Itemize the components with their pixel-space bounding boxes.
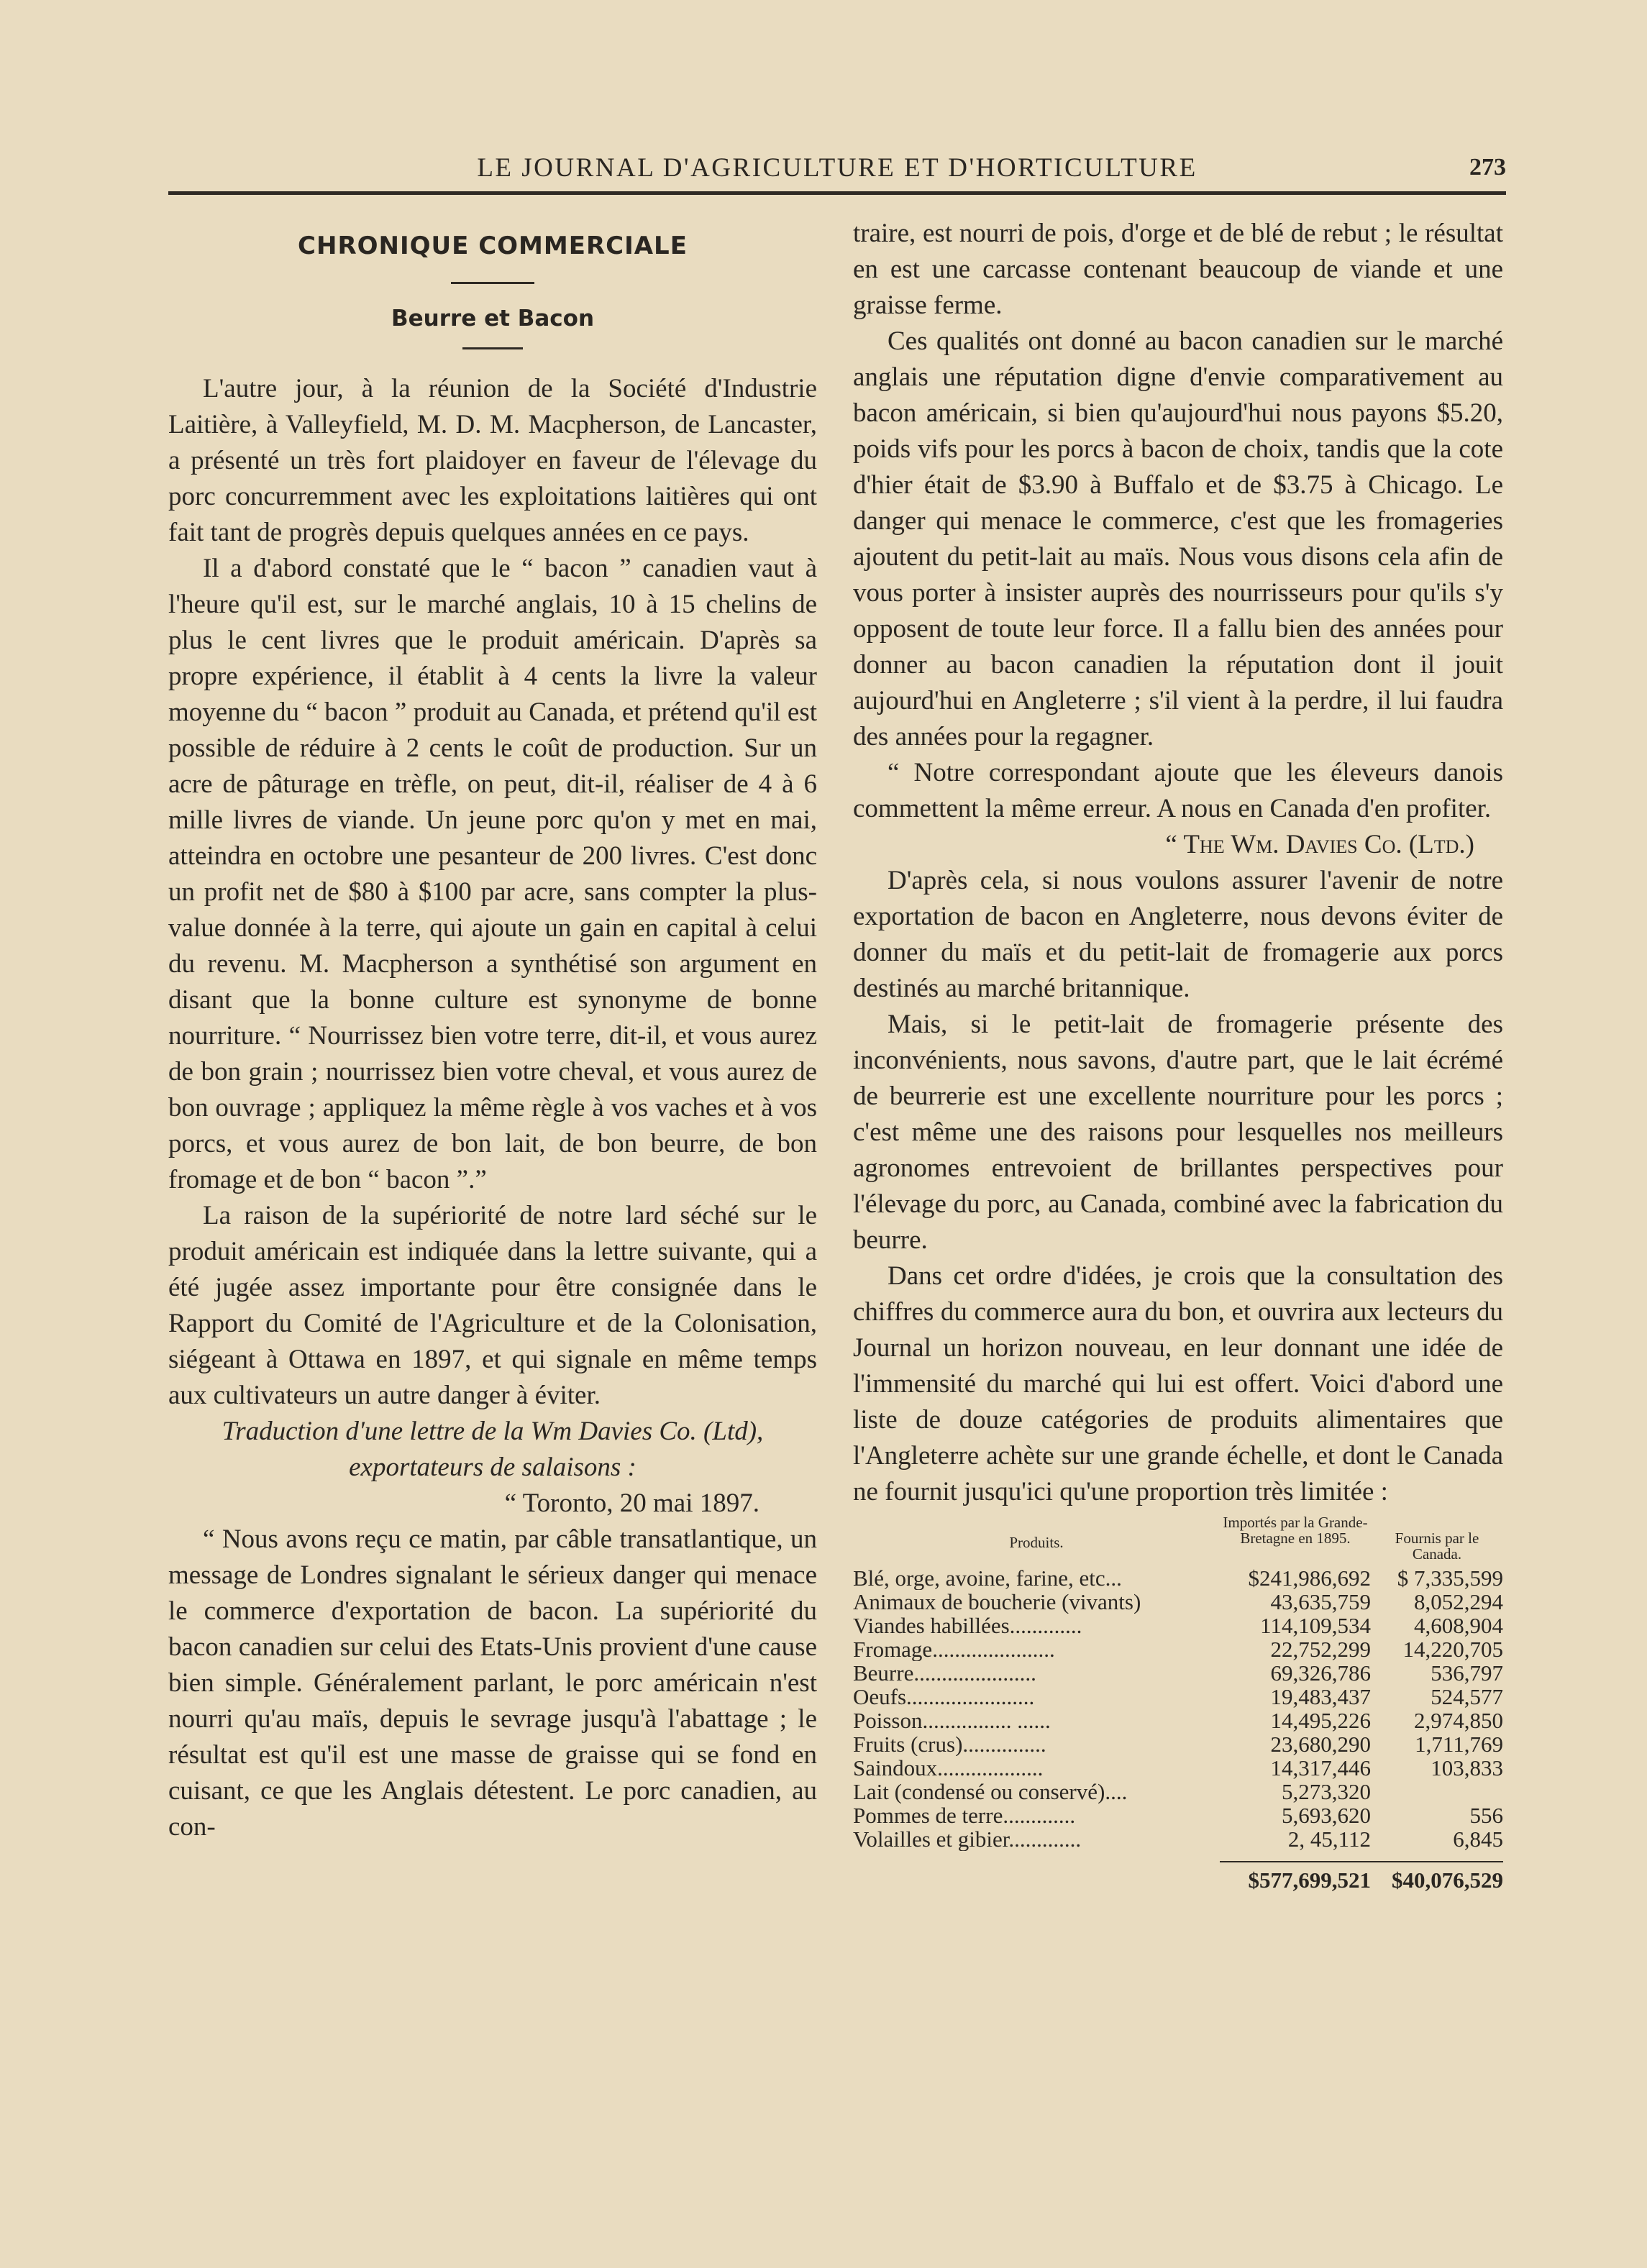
row-imported: 23,680,290	[1270, 1732, 1371, 1757]
row-imported: 2, 45,112	[1287, 1826, 1371, 1852]
row-imported: 14,317,446	[1270, 1755, 1371, 1780]
trade-table	[853, 1514, 1503, 1894]
row-supplied: 536,797	[1431, 1660, 1503, 1686]
paragraph: traire, est nourri de pois, d'orge et de blé de rebut ; le résultat en est une carcasse contenant beaucoup de viande et une graisse ferme.	[853, 219, 1503, 320]
row-imported: 114,109,534	[1260, 1613, 1371, 1638]
table-row	[853, 1685, 1503, 1709]
paragraph: “ Notre correspondant ajoute que les éleveurs danois commettent la même erreur. A nous en Canada d'en profiter.	[853, 758, 1503, 823]
running-head	[168, 148, 1506, 188]
table-total-row	[853, 1868, 1503, 1894]
row-product: Lait (condensé ou conservé)....	[853, 1780, 1128, 1803]
letter-heading: Traduction d'une lettre de la Wm Davies Co. (Ltd), exportateurs de salaisons :	[222, 1417, 764, 1482]
column-header-product: Produits.	[1009, 1534, 1064, 1551]
paragraph: “ Nous avons reçu ce matin, par câble transatlantique, un message de Londres signalant le sérieux danger qui menace le commerce d'exportation de bacon. La supériorité du bacon canadien sur celui des Etats-Unis provient d'une cause bien simple. Généralement parlant, le porc américain n'est nourri qu'au maïs, depuis le sevrage jusqu'à l'abattage ; le résultat est qu'il est une masse de graisse qui se fond en cuisant, ce que les Anglais détestent. Le porc canadien, au con-	[168, 1524, 817, 1842]
paragraph: D'après cela, si nous voulons assurer l'avenir de notre exportation de bacon en Angleterre, nous devons éviter de donner du maïs et du petit-lait de fromagerie aux porcs destinés au marché britannique.	[853, 866, 1503, 1003]
row-imported: 69,326,786	[1270, 1660, 1371, 1686]
row-supplied: 4,608,904	[1414, 1613, 1503, 1638]
letter-signature: “ The Wm. Davies Co. (Ltd.)	[1165, 830, 1474, 859]
table-row	[853, 1566, 1503, 1590]
row-product: Beurre......................	[853, 1661, 1036, 1685]
row-product: Saindoux...................	[853, 1756, 1044, 1780]
row-imported: 43,635,759	[1270, 1589, 1371, 1614]
right-column	[853, 216, 1503, 1894]
header-rule	[168, 191, 1506, 195]
article-subtitle: Beurre et Bacon	[391, 306, 595, 331]
total-rule	[1220, 1861, 1503, 1862]
paragraph: L'autre jour, à la réunion de la Société d'Industrie Laitière, à Valleyfield, M. D. M. Macpherson, de Lancaster, a présenté un très fort plaidoyer en faveur de l'élevage du porc concurremment avec les exploitations laitières qui ont fait tant de progrès depuis quelques années en ce pays.	[168, 374, 817, 547]
paragraph: La raison de la supériorité de notre lard séché sur le produit américain est indiquée dans la lettre suivante, qui a été jugée assez importante pour être consignée dans le Rapport du Comité de l'Agriculture et de la Colonisation, siégeant à Ottawa en 1897, et qui signale en même temps aux cultivateurs un autre danger à éviter.	[168, 1201, 817, 1410]
row-product: Fromage......................	[853, 1637, 1055, 1661]
table-row	[853, 1661, 1503, 1685]
journal-title: LE JOURNAL D'AGRICULTURE ET D'HORTICULTURE	[477, 153, 1197, 183]
table-row	[853, 1590, 1503, 1614]
row-supplied: 2,974,850	[1414, 1708, 1503, 1733]
row-imported: $241,986,692	[1248, 1565, 1371, 1591]
row-supplied: 8,052,294	[1414, 1589, 1503, 1614]
total-label-spacer	[853, 1868, 1220, 1894]
row-supplied: 556	[1469, 1803, 1503, 1828]
table-row	[853, 1732, 1503, 1756]
left-column	[168, 216, 817, 1845]
row-product: Volailles et gibier.............	[853, 1827, 1082, 1851]
table-row	[853, 1637, 1503, 1661]
row-supplied: 524,577	[1431, 1684, 1503, 1709]
paragraph: Dans cet ordre d'idées, je crois que la consultation des chiffres du commerce aura du bon, et ouvrira aux lecteurs du Journal un horizon nouveau, en leur donnant une idée de l'immensité du marché qui lui est offert. Voici d'abord une liste de douze catégories de produits alimentaires que l'Angleterre achète sur une grande échelle, et dont le Canada ne fournit jusqu'ici qu'une proportion très limitée :	[853, 1261, 1503, 1506]
row-supplied: 14,220,705	[1402, 1637, 1503, 1662]
paragraph: Il a d'abord constaté que le “ bacon ” canadien vaut à l'heure qu'il est, sur le marché anglais, 10 à 15 chelins de plus le cent livres que le produit américain. D'après sa propre expérience, il établit à 4 cents la livre la valeur moyenne du “ bacon ” produit au Canada, et prétend qu'il est possible de réduire à 2 cents le coût de production. Sur un acre de pâturage en trèfle, on peut, dit-il, réaliser de 4 à 6 mille livres de viande. Un jeune porc qu'on y met en mai, atteindra en octobre une pesanteur de 200 livres. C'est donc un profit net de $80 à $100 par acre, sans compter la plus-value donnée à la terre, qui ajoute un gain en capital à celui du revenu. M. Macpherson a synthétisé son argument en disant que la bonne culture est synonyme de bonne nourriture. “ Nourrissez bien votre terre, dit-il, et vous aurez de bon grain ; nourrissez bien votre cheval, et vous aurez de bon ouvrage ; appliquez la même règle à vos vaches et à vos porcs, et vous aurez de bon lait, de bon beurre, de bon fromage et de bon “ bacon ”.”	[168, 554, 817, 1194]
table-header	[853, 1514, 1503, 1562]
row-product: Viandes habillées.............	[853, 1614, 1082, 1637]
row-product: Blé, orge, avoine, farine, etc...	[853, 1566, 1122, 1590]
row-product: Animaux de boucherie (vivants)	[853, 1590, 1141, 1614]
divider	[451, 282, 534, 284]
row-product: Poisson................ ......	[853, 1709, 1051, 1732]
row-product: Pommes de terre.............	[853, 1803, 1076, 1827]
row-supplied	[1371, 1780, 1503, 1803]
paragraph: Ces qualités ont donné au bacon canadien sur le marché anglais une réputation digne d'envie comparativement au bacon américain, si bien qu'aujourd'hui nous payons $5.20, poids vifs pour les porcs à bacon de choix, tandis que la cote d'hier était de $3.90 à Buffalo et de $3.75 à Chicago. Le danger qui menace le commerce, c'est que les fromageries ajoutent du petit-lait au maïs. Nous vous disons cela afin de vous porter à insister auprès des nourrisseurs pour qu'ils s'y opposent de toute leur force. Il a fallu bien des années pour donner au bacon canadien la réputation dont il jouit aujourd'hui en Angleterre ; s'il vient à la perdre, il lui faudra des années pour la regagner.	[853, 326, 1503, 751]
row-supplied: 103,833	[1431, 1755, 1503, 1780]
row-supplied: 6,845	[1453, 1826, 1503, 1852]
page-number: 273	[1469, 154, 1506, 180]
paragraph: Mais, si le petit-lait de fromagerie présente des inconvénients, nous savons, d'autre part, que le lait écrémé de beurrerie est une excellente nourriture pour les porcs ; c'est même une des raisons pour lesquelles nos meilleurs agronomes entrevoient de brillantes perspectives pour l'élevage du porc, au Canada, combiné avec la fabrication du beurre.	[853, 1010, 1503, 1255]
table-row	[853, 1756, 1503, 1780]
row-imported: 5,693,620	[1282, 1803, 1371, 1828]
total-supplied: $40,076,529	[1392, 1867, 1503, 1893]
row-product: Fruits (crus)...............	[853, 1732, 1046, 1756]
row-imported: 22,752,299	[1270, 1637, 1371, 1662]
row-supplied: $ 7,335,599	[1397, 1565, 1503, 1591]
table-row	[853, 1827, 1503, 1851]
row-imported: 19,483,437	[1270, 1684, 1371, 1709]
table-row	[853, 1709, 1503, 1732]
table-row	[853, 1614, 1503, 1637]
row-supplied: 1,711,769	[1415, 1732, 1503, 1757]
row-imported: 5,273,320	[1282, 1779, 1371, 1804]
column-header-supplied: Fournis par le Canada.	[1395, 1529, 1479, 1563]
total-imported: $577,699,521	[1248, 1867, 1371, 1893]
row-product: Oeufs.......................	[853, 1685, 1035, 1709]
letter-dateline: “ Toronto, 20 mai 1897.	[504, 1489, 759, 1518]
table-row	[853, 1780, 1503, 1803]
column-header-imported: Importés par la Grande-Bretagne en 1895.	[1223, 1514, 1368, 1547]
row-imported: 14,495,226	[1270, 1708, 1371, 1733]
divider	[462, 347, 523, 349]
section-title: CHRONIQUE COMMERCIALE	[298, 232, 688, 260]
table-row	[853, 1803, 1503, 1827]
